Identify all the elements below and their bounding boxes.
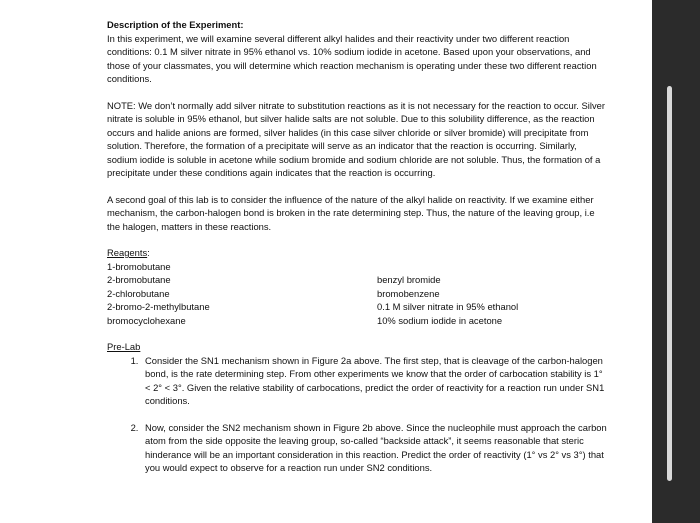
question-1: 1. Consider the SN1 mechanism shown in Figure 2a above. The first step, that is cleavage of the carbon-halogen bond, is the rate determining step. From other experiments we know that the order of carbocation stability is 1° < 2° < 3°. Given the relative stability of carbocations, predict the order of reactivity for a reaction run under SN1 conditions.: [141, 354, 607, 408]
reagent-item: 2-bromobutane: [107, 274, 171, 285]
second-goal-paragraph: A second goal of this lab is to consider the influence of the nature of the alkyl halide on reactivity. If we examine either mechanism, the carbon-halogen bond is broken in the rate determining step. Thus, the nature of the leaving group, i.e the halogen, matters in these reactions.: [107, 193, 595, 232]
reagent-item: 0.1 M silver nitrate in 95% ethanol: [377, 301, 519, 312]
reagents-section: [107, 246, 607, 327]
reagent-item: benzyl bromide: [377, 274, 441, 285]
intro-paragraph: In this experiment, we will examine several different alkyl halides and their reactivity under two different reaction conditions: 0.1 M silver nitrate in 95% ethanol vs. 10% sodium iodide in acetone. Based upon your observations, and those of your classmates, you will determine which reaction mechanism is operating under these two different reaction conditions.: [107, 32, 597, 84]
document-content: [107, 18, 607, 488]
reagent-item: bromocyclohexane: [107, 314, 186, 326]
reagent-item: 10% sodium iodide in acetone: [377, 314, 503, 326]
reagents-left-list: [107, 260, 357, 328]
question-2: 2. Now, consider the SN2 mechanism shown in Figure 2b above. Since the nucleophile must approach the carbon atom from the side opposite the leaving group, so-called “backside attack”, it seems reasonable that steric hinderance will be an important consideration in this reaction. Predict the order of reactivity (1° vs 2° vs 3°) that you would expect to observe for a reaction run under SN2 conditions.: [141, 421, 607, 475]
note-paragraph: NOTE: We don’t normally add silver nitrate to substitution reactions as it is not necessary for the reaction to occur. Silver nitrate is soluble in 95% ethanol, but silver halide salts are not soluble. Due to this solubility difference, as the reaction occurs and halide anions are formed, silver halides (in this case silver chloride or silver bromide) will precipitate from solution. Therefore, the formation of a precipitate will serve as an indicator that the reaction is occurring. Similarly, sodium iodide is soluble in acetone while sodium bromide and sodium chloride are not soluble. Thus, the formation of a precipitate under these conditions again indicates that the reaction is occurring.: [107, 99, 605, 178]
prelab-heading: Pre-Lab: [107, 341, 141, 352]
reagent-item: bromobenzene: [377, 287, 440, 299]
reagents-heading: Reagents:: [107, 247, 150, 258]
section-heading: Description of the Experiment:: [107, 19, 244, 30]
scrollbar-thumb[interactable]: [667, 86, 672, 481]
reagent-item: 1-bromobutane: [107, 260, 171, 272]
viewer-background: [652, 0, 700, 523]
reagents-right-list: [377, 273, 607, 327]
reagent-item: 2-chlorobutane: [107, 287, 170, 299]
prelab-questions: [107, 354, 607, 475]
reagent-item: 2-bromo-2-methylbutane: [107, 301, 210, 312]
